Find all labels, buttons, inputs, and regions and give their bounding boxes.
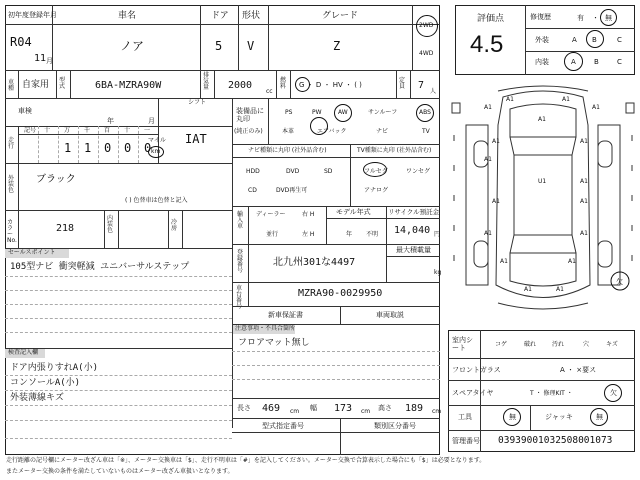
dashed-line bbox=[5, 304, 232, 305]
spare-tire-label: スペアタイヤ bbox=[452, 389, 494, 397]
divider bbox=[530, 405, 531, 430]
mileage-digit: 0 bbox=[104, 141, 112, 155]
class-number-label: 類別区分番号 bbox=[374, 422, 416, 430]
shift-value: IAT bbox=[185, 132, 207, 146]
km-unit: km bbox=[151, 148, 161, 155]
aircon-label: 冷房 bbox=[171, 219, 178, 232]
mileage-cell-divider bbox=[118, 126, 119, 163]
notes-value: フロアマット無し bbox=[238, 338, 310, 348]
divider bbox=[350, 144, 351, 206]
manage-no-value: 0393900103250800107З bbox=[498, 435, 613, 446]
rating-value: 4.5 bbox=[470, 31, 504, 58]
divider bbox=[448, 380, 635, 381]
damage-mark: A1 bbox=[580, 230, 588, 237]
month-unit: 月 bbox=[46, 57, 53, 65]
divider bbox=[232, 144, 440, 145]
model-year-year: 年 bbox=[346, 231, 353, 238]
divider bbox=[248, 206, 249, 244]
rear-right-wheel bbox=[598, 241, 612, 267]
repair-no: 無 bbox=[605, 14, 612, 22]
chassis-label: 車台番号 bbox=[236, 285, 243, 310]
warranty-new-car: 新車保証書 bbox=[268, 311, 303, 319]
cc-unit: cc bbox=[266, 88, 273, 95]
damage-mark: A1 bbox=[580, 138, 588, 145]
height-label: 高さ bbox=[378, 404, 392, 412]
dashed-line bbox=[232, 365, 440, 366]
shape-label: 形状 bbox=[242, 11, 261, 21]
shape-value: V bbox=[247, 39, 255, 53]
divider bbox=[232, 157, 440, 158]
capacity-value: 7 bbox=[418, 80, 425, 91]
fuel-options: G ・ D ・ HV ・ ( ) bbox=[299, 81, 362, 89]
model-code-value: 6BA-MZRA90W bbox=[95, 80, 162, 91]
dashed-line bbox=[5, 420, 232, 421]
month-value: 11 bbox=[34, 53, 47, 64]
dashed-line bbox=[5, 290, 232, 291]
rear-bumper bbox=[498, 303, 588, 309]
divider bbox=[525, 51, 635, 52]
mileage-header-cell: 万 bbox=[64, 127, 71, 134]
dashed-line bbox=[5, 276, 232, 277]
divider bbox=[448, 358, 635, 359]
sales-point-label: セールスポイント bbox=[8, 249, 56, 256]
divider bbox=[56, 70, 57, 98]
repair-label: 修復歴 bbox=[530, 13, 551, 21]
divider bbox=[104, 210, 105, 248]
mileage-header-cell: 記号 bbox=[24, 127, 37, 134]
navi-dvd-play: DVD再生可 bbox=[276, 187, 308, 194]
rating-label: 評価点 bbox=[477, 14, 505, 24]
mileage-label: 走行 bbox=[8, 137, 15, 150]
inspector-label: 検査記入欄 bbox=[8, 349, 39, 356]
car-type-label: 車種 bbox=[8, 79, 15, 92]
divider bbox=[214, 70, 215, 98]
width-label: 幅 bbox=[310, 404, 317, 412]
width-unit: cm bbox=[361, 408, 371, 415]
tv-label: TV種類に丸印 (社外品含む) bbox=[357, 147, 432, 154]
windshield-line bbox=[572, 137, 576, 155]
inspection-year: 年 bbox=[107, 117, 114, 125]
max-load-label: 最大積載量 bbox=[396, 246, 431, 254]
name-label: 車名 bbox=[118, 11, 137, 21]
footer-line-1: 走行距離の記号欄にメーター改ざん車は「※」、メーター交換車は「$」、走行不明車は「#」を記入してください。メーター交換で合算表示した場合にも「$」は必要となります。 bbox=[6, 457, 486, 464]
navi-cd: CD bbox=[248, 187, 257, 194]
front-glass-options: A ・ ×要ス bbox=[560, 366, 597, 374]
damage-mark: A1 bbox=[538, 116, 546, 123]
divider bbox=[276, 70, 277, 98]
displacement-label: 排気量 bbox=[203, 72, 210, 91]
kg-unit: kg bbox=[434, 269, 442, 276]
door-value: 5 bbox=[215, 39, 223, 53]
model-year-unknown: 不明 bbox=[366, 231, 379, 238]
left-mirror bbox=[452, 103, 460, 113]
car-type-value: 自家用 bbox=[22, 80, 50, 90]
divider bbox=[448, 430, 635, 431]
divider bbox=[386, 244, 387, 282]
navi-sd: SD bbox=[324, 168, 333, 175]
inspector-line-2: コンソールA(小) bbox=[10, 378, 81, 388]
dashed-line bbox=[5, 438, 232, 439]
seat-scorch: コゲ bbox=[495, 341, 508, 348]
seat-stain: 汚れ bbox=[552, 341, 565, 348]
exterior-a: A bbox=[572, 36, 577, 44]
divider bbox=[18, 70, 19, 98]
damage-mark: A1 bbox=[484, 156, 492, 163]
type-designation-label: 型式指定番号 bbox=[262, 422, 304, 430]
divider bbox=[238, 5, 239, 70]
navi-label: ナビ種類に丸印 (社外品含む) bbox=[248, 147, 327, 154]
mileage-cell-divider bbox=[98, 126, 99, 163]
fuel-label: 燃料 bbox=[280, 77, 287, 90]
damage-mark: A1 bbox=[524, 286, 532, 293]
divider bbox=[410, 70, 411, 98]
divider bbox=[232, 418, 440, 419]
divider bbox=[326, 218, 440, 219]
divider bbox=[232, 206, 440, 207]
dashed-line bbox=[5, 390, 232, 391]
divider bbox=[5, 98, 440, 99]
height-unit: cm bbox=[432, 408, 442, 415]
divider bbox=[182, 210, 183, 248]
equip-aw: AW bbox=[338, 109, 348, 116]
rear-outline bbox=[510, 253, 576, 286]
divider bbox=[386, 206, 387, 244]
tools-label: 工具 bbox=[458, 413, 472, 421]
navi-dvd: DVD bbox=[286, 168, 300, 175]
dashed-line bbox=[232, 379, 440, 380]
mileage-digit: 0 bbox=[144, 141, 152, 155]
interior-b: B bbox=[594, 58, 599, 66]
divider bbox=[18, 134, 158, 135]
spare-tire-options: T ・ 修理KIT ・ bbox=[530, 390, 573, 397]
seat-hole: 穴 bbox=[583, 341, 590, 348]
damage-mark: A1 bbox=[556, 286, 564, 293]
exterior-b: B bbox=[592, 36, 597, 44]
divider bbox=[168, 210, 169, 248]
divider bbox=[268, 98, 269, 144]
mileage-cell-divider bbox=[78, 126, 79, 163]
divider bbox=[448, 405, 635, 406]
divider bbox=[18, 163, 19, 248]
inspection-label: 車検 bbox=[18, 107, 32, 115]
divider bbox=[248, 244, 249, 306]
interior-seat-label: 室内シート bbox=[452, 336, 473, 353]
registration-label: 登録番号 bbox=[237, 249, 244, 274]
mileage-header-cell: 千 bbox=[84, 127, 91, 134]
jack-value: 無 bbox=[596, 413, 603, 421]
name-value: ノア bbox=[120, 39, 145, 53]
dashed-line bbox=[5, 318, 232, 319]
year-value: R04 bbox=[10, 35, 32, 49]
manage-no-label: 管理番号 bbox=[452, 437, 480, 445]
mileage-cell-divider bbox=[138, 126, 139, 163]
mileage-header-cell: 一 bbox=[144, 127, 151, 134]
rear-window-line bbox=[572, 235, 576, 253]
roof-outline bbox=[514, 155, 572, 235]
damage-mark: A1 bbox=[568, 258, 576, 265]
divider bbox=[232, 282, 440, 283]
right-side-outline bbox=[598, 125, 620, 285]
equip-sunroof: サンルーフ bbox=[368, 109, 398, 116]
equip-tv: TV bbox=[422, 128, 430, 135]
grade-label: グレード bbox=[322, 11, 359, 21]
color-no-value: 218 bbox=[56, 223, 75, 234]
mileage-digit: 1 bbox=[84, 141, 92, 155]
equip-leather: 本革 bbox=[282, 128, 295, 135]
equip-pw: PW bbox=[312, 109, 322, 116]
footer-line-2: またメーター交換の条件を満たしていないものはメーター改ざん車扱いとなります。 bbox=[6, 468, 234, 475]
divider bbox=[70, 70, 71, 98]
divider bbox=[232, 432, 440, 433]
interior-color-label: 内装色 bbox=[107, 215, 114, 234]
tv-oneseg: ワンセグ bbox=[406, 168, 431, 175]
length-label: 長さ bbox=[237, 404, 251, 412]
damage-mark: A1 bbox=[484, 104, 492, 111]
equip-navi: ナビ bbox=[376, 128, 389, 135]
tv-analog: アナログ bbox=[364, 187, 389, 194]
registration-value: 北九州301な4497 bbox=[273, 257, 356, 268]
spare-mark: 欠 bbox=[616, 278, 623, 286]
divider bbox=[525, 28, 635, 29]
equip-ps: PS bbox=[285, 109, 293, 116]
recycle-label: リサイクル預託金 bbox=[388, 208, 440, 216]
inspector-line-1: ドア内張りすれA(小) bbox=[10, 363, 98, 373]
divider bbox=[118, 210, 119, 248]
divider bbox=[340, 306, 341, 324]
repair-sep: ・ bbox=[592, 14, 599, 22]
width-value: 173 bbox=[334, 403, 353, 414]
import-lh: 左 H bbox=[302, 231, 315, 238]
equip-abs: ABS bbox=[419, 109, 431, 116]
chassis-value: MZRA90-0029950 bbox=[298, 288, 383, 299]
damage-mark: A1 bbox=[492, 138, 500, 145]
spare-tire-value: 欠 bbox=[610, 389, 617, 397]
sales-point-text: 105型ナビ 衝突軽減 ユニバーサルステップ bbox=[10, 262, 190, 272]
drive-4wd: 4WD bbox=[419, 50, 434, 57]
dashed-line bbox=[5, 332, 232, 333]
navi-hdd: HDD bbox=[246, 168, 260, 175]
divider bbox=[525, 5, 526, 75]
front-right-wheel bbox=[598, 141, 612, 167]
color-note: ( ) 色替車は色替と記入 bbox=[125, 197, 188, 204]
dashed-line bbox=[5, 375, 232, 376]
mileage-digit: 0 bbox=[124, 141, 132, 155]
color-no-label: カラーNo. bbox=[7, 219, 17, 244]
yen-unit: 円 bbox=[434, 231, 441, 238]
divider bbox=[200, 70, 201, 98]
import-rh: 右 H bbox=[302, 211, 315, 218]
damage-mark: A1 bbox=[484, 230, 492, 237]
equip-airbag: エアバック bbox=[317, 128, 347, 135]
rear-left-wheel bbox=[474, 241, 488, 267]
front-glass-label: フロントガラス bbox=[452, 366, 501, 374]
damage-mark: A1 bbox=[580, 178, 588, 185]
inspection-month: 月 bbox=[148, 117, 155, 125]
mile-unit: マイル bbox=[148, 137, 166, 144]
divider bbox=[18, 126, 19, 163]
car-diagram bbox=[448, 85, 638, 325]
divider bbox=[396, 70, 397, 98]
damage-mark: A1 bbox=[492, 198, 500, 205]
damage-mark: A1 bbox=[592, 104, 600, 111]
inspector-line-3: 外装薄線キズ bbox=[10, 393, 64, 403]
import-dealer: ディーラー bbox=[256, 211, 286, 218]
interior-a: A bbox=[571, 58, 576, 66]
seat-tear: 破れ bbox=[524, 341, 537, 348]
divider bbox=[412, 5, 413, 70]
left-side-outline bbox=[466, 125, 488, 285]
jack-label: ジャッキ bbox=[545, 413, 573, 421]
grade-value: Z bbox=[333, 39, 341, 53]
divider bbox=[386, 256, 440, 257]
exterior-c: C bbox=[617, 36, 622, 44]
mileage-cell-divider bbox=[58, 126, 59, 163]
model-year-label: モデル年式 bbox=[336, 208, 371, 216]
damage-mark: A1 bbox=[562, 96, 570, 103]
divider bbox=[232, 306, 440, 307]
model-code-label: 型式 bbox=[59, 77, 66, 90]
exterior-label: 外装 bbox=[535, 36, 549, 44]
color-value: ブラック bbox=[36, 174, 76, 185]
length-unit: cm bbox=[290, 408, 300, 415]
right-mirror bbox=[626, 103, 634, 113]
repair-yes: 有 bbox=[577, 14, 584, 22]
damage-mark: A1 bbox=[500, 258, 508, 265]
front-bumper bbox=[498, 86, 588, 91]
damage-mark: A1 bbox=[506, 96, 514, 103]
mileage-digit: 1 bbox=[64, 141, 72, 155]
import-parallel: 並行 bbox=[266, 231, 279, 238]
windshield-line bbox=[510, 137, 514, 155]
tv-fullseg: フルセグ bbox=[364, 168, 388, 175]
person-unit: 人 bbox=[430, 88, 437, 95]
color-label: 外装色 bbox=[8, 175, 15, 194]
divider bbox=[290, 70, 291, 98]
length-value: 469 bbox=[262, 403, 281, 414]
recycle-value: 14,040 bbox=[394, 225, 431, 236]
year-label: 初年度登録年月 bbox=[8, 11, 57, 19]
damage-mark: U1 bbox=[538, 178, 547, 185]
capacity-label: 定員 bbox=[399, 77, 406, 90]
front-left-wheel bbox=[474, 141, 488, 167]
interior-c: C bbox=[617, 58, 622, 66]
height-value: 189 bbox=[405, 403, 424, 414]
door-label: ドア bbox=[211, 11, 229, 21]
rear-window-line bbox=[510, 235, 514, 253]
seat-scratch: キズ bbox=[606, 341, 618, 348]
divider bbox=[5, 163, 232, 164]
dashed-line bbox=[232, 351, 440, 352]
shift-label: シフト bbox=[188, 99, 207, 106]
displacement-value: 2000 bbox=[228, 80, 253, 91]
mileage-header-cell: 十 bbox=[44, 127, 51, 134]
notes-label: 注意事項・不具合箇所 bbox=[235, 325, 296, 332]
mileage-header-cell: 十 bbox=[124, 127, 131, 134]
interior-label: 内装 bbox=[535, 58, 549, 66]
tools-value: 無 bbox=[509, 413, 516, 421]
divider bbox=[326, 206, 327, 244]
equipment-sublabel: (純正のみ) bbox=[234, 128, 263, 135]
divider bbox=[268, 5, 269, 70]
mileage-header-cell: 百 bbox=[104, 127, 111, 134]
divider bbox=[232, 244, 440, 245]
warranty-manual: 車両取説 bbox=[376, 311, 404, 319]
dashed-line bbox=[5, 405, 232, 406]
divider bbox=[200, 5, 201, 70]
drive-2wd: 2WD bbox=[419, 22, 434, 29]
mileage-cell-divider bbox=[38, 126, 39, 163]
divider bbox=[232, 398, 440, 399]
divider bbox=[340, 418, 341, 455]
divider bbox=[5, 24, 440, 25]
import-label: 輸入車 bbox=[237, 211, 244, 230]
damage-mark: A1 bbox=[580, 198, 588, 205]
equipment-label: 装備品に丸印 bbox=[236, 107, 264, 123]
